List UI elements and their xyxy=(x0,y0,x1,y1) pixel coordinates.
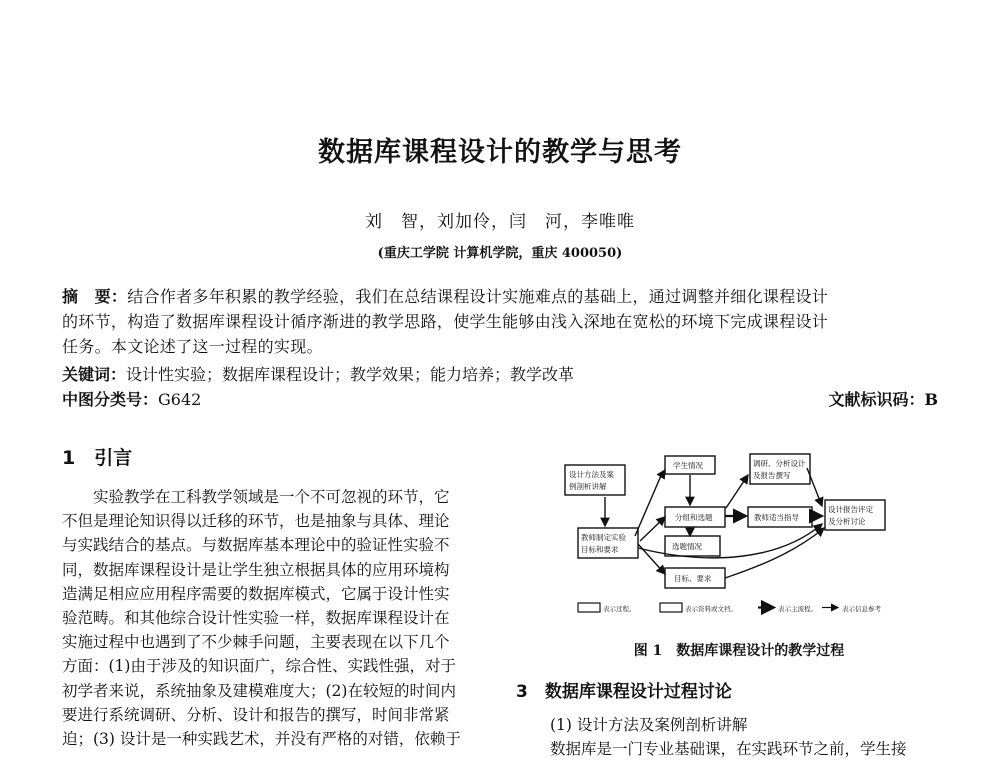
figure-1-diagram xyxy=(560,448,940,628)
body-line: 造满足相应应用程序需要的数据库模式，它属于设计性实 xyxy=(62,584,450,603)
classification-value: G642 xyxy=(158,390,202,409)
box-teacher-goal-line2: 目标和要求 xyxy=(581,545,619,554)
box-grouping-text: 分组和选题 xyxy=(675,513,713,522)
abstract-label: 摘 要： xyxy=(62,287,128,306)
keywords-text: 设计性实验；数据库课程设计；教学效果；能力培养；教学改革 xyxy=(126,365,575,384)
flow-arrow xyxy=(807,468,822,506)
legend-main-text: 表示主流程。 xyxy=(778,605,817,613)
paper-affiliation: (重庆工学院 计算机学院，重庆 400050) xyxy=(377,246,623,261)
paper-title: 数据库课程设计的教学与思考 xyxy=(318,137,682,168)
classification xyxy=(62,387,201,410)
abstract xyxy=(62,284,938,359)
legend-process-text: 表示过程。 xyxy=(603,605,636,613)
body-line: 实施过程中也遇到了不少棘手问题，主要表现在以下几个 xyxy=(62,633,450,652)
box-methods-line2: 例剖析讲解 xyxy=(569,482,607,491)
paper-authors: 刘 智，刘加伶，闫 河，李唯唯 xyxy=(365,212,635,232)
keywords-label: 关键词： xyxy=(62,365,127,384)
box-goal-req-text: 目标、要求 xyxy=(674,574,712,583)
figure-1-caption: 图 1 数据库课程设计的教学过程 xyxy=(633,643,845,659)
flow-arrow xyxy=(635,470,665,536)
legend-document-box xyxy=(660,603,682,612)
body-line: 要进行系统调研、分析、设计和报告的撰写，时间非常紧 xyxy=(62,705,450,724)
section-3-paragraph: 数据库是一门专业基础课，在实践环节之前，学生接 xyxy=(550,740,907,758)
flow-arrow xyxy=(725,528,824,578)
body-line: 迫；(3) 设计是一种实践艺术，并没有严格的对错，依赖于 xyxy=(62,730,461,749)
box-teacher-goal-line1: 教师制定实验 xyxy=(581,533,626,542)
box-topic-status-text: 选题情况 xyxy=(672,542,702,551)
box-report-line2: 及分析讨论 xyxy=(828,517,866,526)
box-research-line1: 调研、分析设计 xyxy=(753,459,806,468)
flow-arrow xyxy=(726,475,748,508)
section-3-heading: 3 数据库课程设计过程讨论 xyxy=(516,682,732,702)
body-line: 不但是理论知识得以迁移的环节，也是抽象与具体、理论 xyxy=(62,512,450,531)
box-teacher-guide-text: 教师适当指导 xyxy=(754,513,799,522)
classification-label: 中图分类号： xyxy=(62,390,159,409)
flow-arrow xyxy=(640,517,665,541)
keywords xyxy=(62,362,574,385)
legend-process-box xyxy=(578,603,600,612)
body-line: 同，数据库课程设计是让学生独立根据具体的应用环境构 xyxy=(62,560,450,579)
abstract-line: 任务。本文论述了这一过程的实现。 xyxy=(62,337,323,356)
doc-code-value: B xyxy=(924,390,938,409)
legend-document-text: 表示资料或文档。 xyxy=(685,605,737,613)
body-line: 方面：(1)由于涉及的知识面广，综合性、实践性强，对于 xyxy=(62,657,456,676)
document-code xyxy=(828,387,938,410)
body-line: 初学者来说，系统抽象及建模难度大；(2)在较短的时间内 xyxy=(62,681,456,700)
box-methods-line1: 设计方法及案 xyxy=(569,470,614,479)
legend-ref-text: 表示信息参考 xyxy=(842,605,881,613)
abstract-line: 的环节，构造了数据库课程设计循序渐进的教学思路，使学生能够由浅入深地在宽松的环境下完成课程设计 xyxy=(62,312,829,331)
body-line: 与实践结合的基点。与数据库基本理论中的验证性实验不 xyxy=(62,536,450,555)
section-1-heading: 1 引言 xyxy=(62,447,133,469)
box-report-line1: 设计报告评定 xyxy=(828,505,873,514)
box-student-status-text: 学生情况 xyxy=(673,461,703,470)
section-3-subheading: (1) 设计方法及案例剖析讲解 xyxy=(550,716,748,734)
box-research-line2: 及报告撰写 xyxy=(753,471,791,480)
abstract-line: 结合作者多年积累的教学经验，我们在总结课程设计实施难点的基础上，通过调整并细化课程设计 xyxy=(127,287,829,306)
doc-code-label: 文献标识码： xyxy=(828,390,925,409)
section-1-body xyxy=(62,485,480,751)
body-line: 验范畴。和其他综合设计性实验一样，数据库课程设计在 xyxy=(62,609,450,628)
body-line: 实验教学在工科教学领域是一个不可忽视的环节，它 xyxy=(62,488,450,506)
